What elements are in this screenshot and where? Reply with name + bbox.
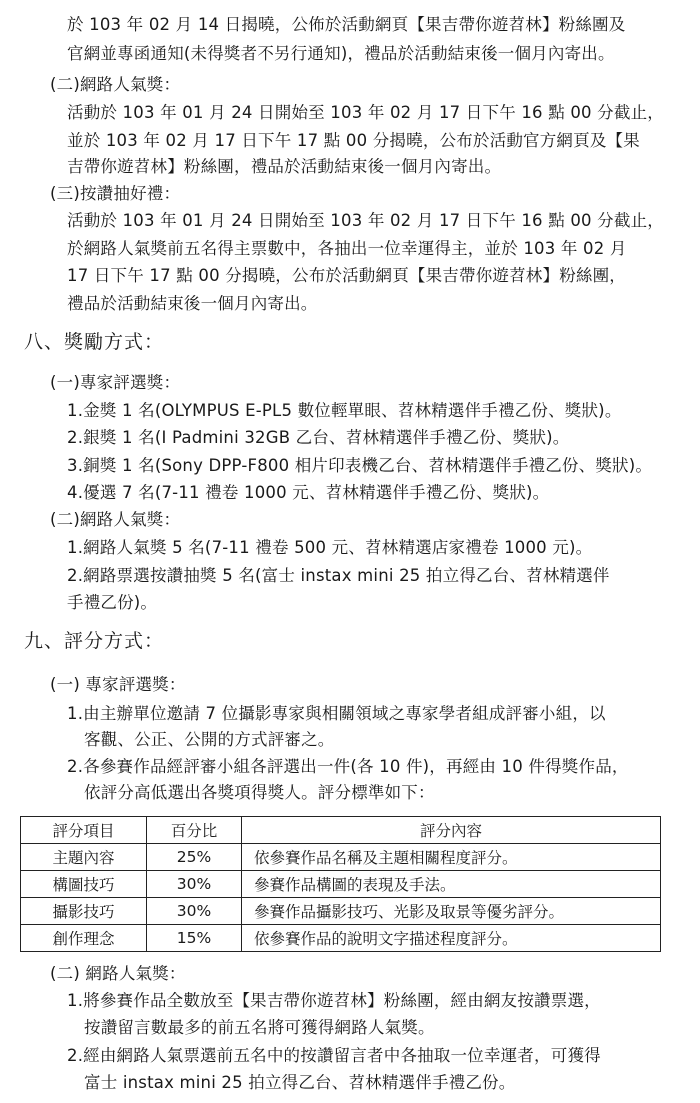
scoring-criteria-table bbox=[20, 816, 661, 952]
table-cell-percent: 25% bbox=[147, 844, 242, 871]
sec7-likedraw-line: 活動於 103 年 01 月 24 日開始至 103 年 02 月 17 日下午 16 點 00 分截止， bbox=[67, 211, 664, 230]
sec7-netpop-line: 並於 103 年 02 月 17 日下午 17 點 00 分揭曉，公布於活動官方網頁及【果 bbox=[67, 131, 640, 150]
sec7-likedraw-line: 於網路人氣獎前五名得主票數中，各抽出一位幸運得主，並於 103 年 02 月 bbox=[67, 239, 627, 258]
table-cell-item: 攝影技巧 bbox=[21, 898, 147, 925]
table-header-row bbox=[21, 817, 661, 844]
sec9-expert-item: 依評分高低選出各獎項得獎人。評分標準如下： bbox=[84, 783, 435, 802]
sec8-netpop-item: 1.網路人氣獎 5 名(7-11 禮卷 500 元、苕林精選店家禮卷 1000 元)。 bbox=[67, 538, 593, 557]
table-row bbox=[21, 925, 661, 952]
table-cell-content: 依參賽作品的說明文字描述程度評分。 bbox=[242, 925, 661, 952]
sec9-netpop-item: 按讚留言數最多的前五名將可獲得網路人氣獎。 bbox=[84, 1018, 435, 1037]
sec8-netpop-title: (二)網路人氣獎： bbox=[50, 510, 181, 529]
table-cell-content: 參賽作品攝影技巧、光影及取景等優劣評分。 bbox=[242, 898, 661, 925]
sec8-expert-item: 1.金獎 1 名(OLYMPUS E-PL5 數位輕單眼、苕林精選伴手禮乙份、獎狀)。 bbox=[67, 401, 622, 420]
intro-line-1: 於 103 年 02 月 14 日揭曉，公佈於活動網頁【果吉帶你遊苕林】粉絲團及 bbox=[67, 15, 626, 34]
table-header-percent: 百分比 bbox=[147, 817, 242, 844]
sec9-expert-title: (一) 專家評選獎： bbox=[50, 675, 186, 694]
sec9-netpop-item: 1.將參賽作品全數放至【果吉帶你遊苕林】粉絲團，經由網友按讚票選， bbox=[67, 991, 601, 1010]
sec8-netpop-item: 2.網路票選按讚抽獎 5 名(富士 instax mini 25 拍立得乙台、苕林精選伴 bbox=[67, 566, 610, 585]
table-cell-percent: 30% bbox=[147, 898, 242, 925]
sec7-netpop-line: 活動於 103 年 01 月 24 日開始至 103 年 02 月 17 日下午 16 點 00 分截止， bbox=[67, 103, 664, 122]
table-row bbox=[21, 844, 661, 871]
table-cell-content: 參賽作品構圖的表現及手法。 bbox=[242, 871, 661, 898]
table-row bbox=[21, 898, 661, 925]
sec8-expert-item: 2.銀獎 1 名(I Padmini 32GB 乙台、苕林精選伴手禮乙份、獎狀)。 bbox=[67, 428, 570, 447]
sec7-netpop-line: 吉帶你遊苕林】粉絲團，禮品於活動結束後一個月內寄出。 bbox=[67, 157, 502, 176]
table-cell-percent: 30% bbox=[147, 871, 242, 898]
table-cell-percent: 15% bbox=[147, 925, 242, 952]
sec9-netpop-title: (二) 網路人氣獎： bbox=[50, 964, 186, 983]
sec8-expert-item: 4.優選 7 名(7-11 禮卷 1000 元、苕林精選伴手禮乙份、獎狀)。 bbox=[67, 483, 550, 502]
section-8-heading: 八、獎勵方式： bbox=[24, 331, 165, 353]
sec9-netpop-item: 富士 instax mini 25 拍立得乙台、苕林精選伴手禮乙份。 bbox=[84, 1073, 516, 1092]
table-cell-item: 構圖技巧 bbox=[21, 871, 147, 898]
sec7-likedraw-line: 17 日下午 17 點 00 分揭曉，公布於活動網頁【果吉帶你遊苕林】粉絲團， bbox=[67, 266, 627, 285]
sec7-netpop-title: (二)網路人氣獎： bbox=[50, 75, 181, 94]
table-row bbox=[21, 871, 661, 898]
table-cell-item: 創作理念 bbox=[21, 925, 147, 952]
sec9-expert-item: 客觀、公正、公開的方式評審之。 bbox=[84, 730, 335, 749]
sec9-expert-item: 1.由主辦單位邀請 7 位攝影專家與相關領域之專家學者組成評審小組，以 bbox=[67, 704, 606, 723]
sec9-netpop-item: 2.經由網路人氣票選前五名中的按讚留言者中各抽取一位幸運者，可獲得 bbox=[67, 1046, 601, 1065]
table-cell-content: 依參賽作品名稱及主題相關程度評分。 bbox=[242, 844, 661, 871]
intro-line-2: 官網並專函通知(未得獎者不另行通知)，禮品於活動結束後一個月內寄出。 bbox=[67, 44, 615, 63]
table-cell-item: 主題內容 bbox=[21, 844, 147, 871]
sec8-expert-item: 3.銅獎 1 名(Sony DPP-F800 相片印表機乙台、苕林精選伴手禮乙份、獎狀)。 bbox=[67, 456, 653, 475]
table-header-item: 評分項目 bbox=[21, 817, 147, 844]
sec7-likedraw-title: (三)按讚抽好禮： bbox=[50, 184, 181, 203]
section-9-heading: 九、評分方式： bbox=[24, 630, 165, 652]
table-header-content: 評分內容 bbox=[242, 817, 661, 844]
sec7-likedraw-line: 禮品於活動結束後一個月內寄出。 bbox=[67, 294, 318, 313]
sec9-expert-item: 2.各參賽作品經評審小組各評選出一件(各 10 件)，再經由 10 件得獎作品， bbox=[67, 757, 629, 776]
sec8-netpop-item: 手禮乙份)。 bbox=[67, 593, 158, 612]
sec8-expert-title: (一)專家評選獎： bbox=[50, 373, 181, 392]
